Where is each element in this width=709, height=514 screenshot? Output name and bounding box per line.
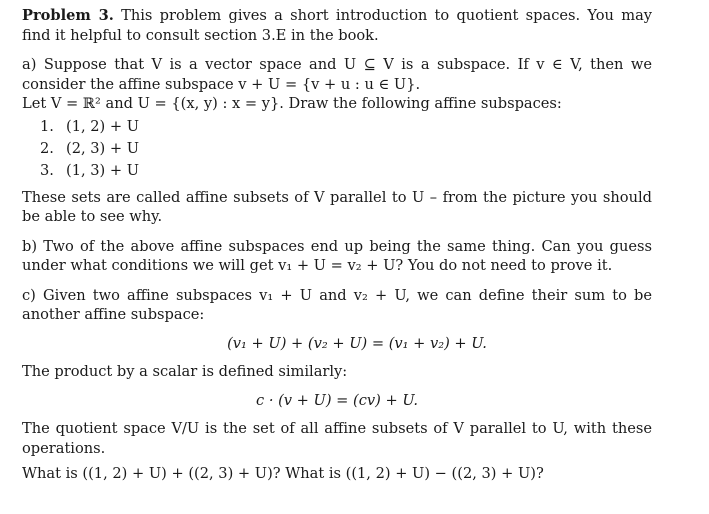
scalar-intro: The product by a scalar is defined similarly: [22, 363, 348, 380]
sum-formula: (v₁ + U) + (v₂ + U) = (v₁ + v₂) + U. [227, 334, 487, 352]
part-a-affine-note: These sets are called affine subsets of V parallel to U – from the picture you should be able to see why. [22, 188, 652, 225]
list-item [40, 138, 652, 160]
part-b-statement: b) Two of the above affine subspaces end up being the same thing. Can you guess under what conditions we will get v₁ + U = v₂ + U? You do not need to prove it. [22, 237, 652, 274]
list-item-number: 1. [40, 117, 54, 135]
part-c-statement: c) Given two affine subspaces v₁ + U and v₂ + U, we can define their sum to be another affine subspace: [22, 286, 652, 323]
list-item-text: (1, 2) + U [66, 117, 140, 135]
list-item-number: 3. [40, 161, 54, 179]
scalar-formula: c · (v + U) = (cv) + U. [256, 391, 418, 409]
part-a-let: Let V = ℝ² and U = {(x, y) : x = y}. Draw the following affine subspaces: [22, 95, 562, 112]
problem-document [22, 6, 652, 484]
list-item [40, 160, 652, 182]
list-item-number: 2. [40, 139, 54, 157]
part-a-statement: a) Suppose that V is a vector space and U ⊆ V is a subspace. If v ∈ V, then we consider the affine subspace v + U = {v + u : u ∈ U}. [22, 56, 652, 93]
list-item-text: (2, 3) + U [66, 139, 140, 157]
problem-intro [22, 6, 652, 45]
problem-label: Problem 3. [22, 7, 114, 24]
list-item-text: (1, 3) + U [66, 161, 140, 179]
problem-intro-text: This problem gives a short introduction to quotient spaces. You may find it helpful to consult section 3.E in the book. [22, 7, 653, 44]
affine-subspace-list [40, 116, 652, 182]
list-item [40, 116, 652, 138]
part-c-question: What is ((1, 2) + U) + ((2, 3) + U)? What is ((1, 2) + U) − ((2, 3) + U)? [22, 465, 544, 482]
quotient-definition: The quotient space V/U is the set of all affine subsets of V parallel to U, with these operations. [22, 420, 652, 457]
